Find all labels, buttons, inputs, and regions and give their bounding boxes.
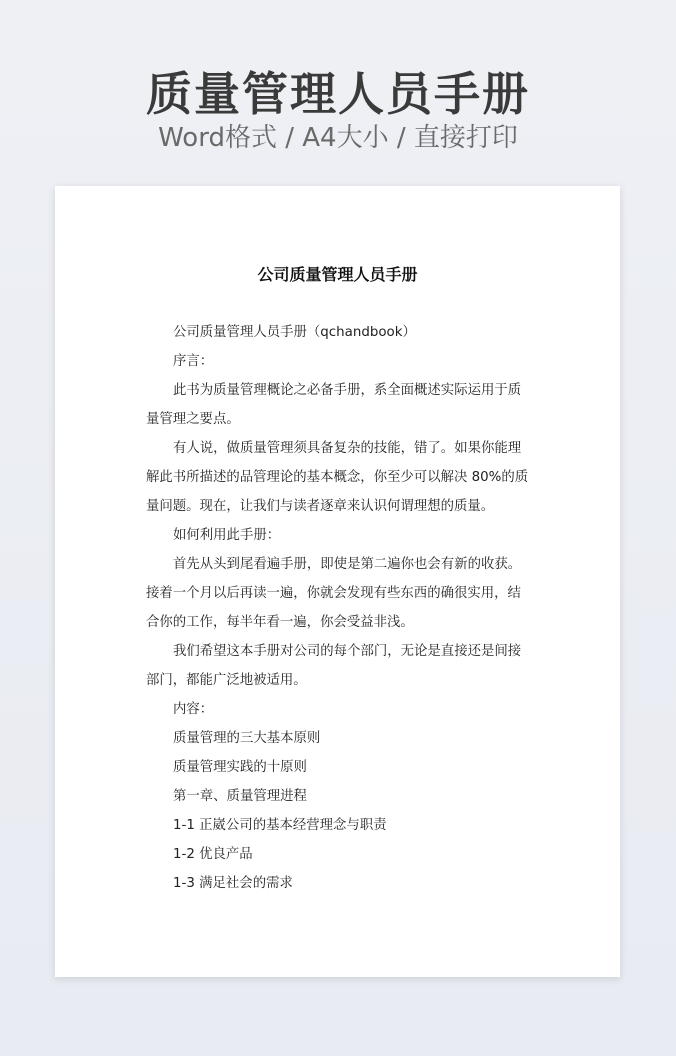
document-line: 质量管理的三大基本原则	[173, 731, 321, 746]
document-paragraph: 首先从头到尾看遍手册，即使是第二遍你也会有新的收获。接着一个月以后再读一遍，你就会发现有些东西的确很实用，结合你的工作，每半年看一遍，你会受益非浅。	[146, 557, 522, 630]
document-line: 序言：	[173, 354, 214, 369]
banner-title: 质量管理人员手册	[146, 67, 530, 121]
document-line: 如何利用此手册：	[173, 528, 281, 543]
document-line: 1-2 优良产品	[173, 847, 253, 862]
document-line: 公司质量管理人员手册（qchandbook）	[173, 325, 416, 340]
document-title: 公司质量管理人员手册	[257, 265, 418, 284]
document-paragraph: 有人说，做质量管理须具备复杂的技能，错了。如果你能理解此书所描述的品管理论的基本概念，你至少可以解决 80%的质量问题。现在，让我们与读者逐章来认识何谓理想的质量。	[146, 441, 529, 514]
document-page	[55, 186, 620, 977]
document-paragraph: 此书为质量管理概论之必备手册，系全面概述实际运用于质量管理之要点。	[146, 383, 522, 427]
document-line: 1-1 正崴公司的基本经营理念与职责	[173, 818, 387, 833]
banner-subtitle: Word格式 / A4大小 / 直接打印	[158, 123, 518, 153]
document-line: 质量管理实践的十原则	[173, 760, 307, 775]
document-paragraph: 我们希望这本手册对公司的每个部门，无论是直接还是间接部门，都能广泛地被适用。	[146, 644, 522, 688]
document-line: 1-3 满足社会的需求	[173, 876, 293, 891]
document-body	[146, 318, 530, 898]
document-line: 第一章、质量管理进程	[173, 789, 307, 804]
document-line: 内容：	[173, 702, 214, 717]
